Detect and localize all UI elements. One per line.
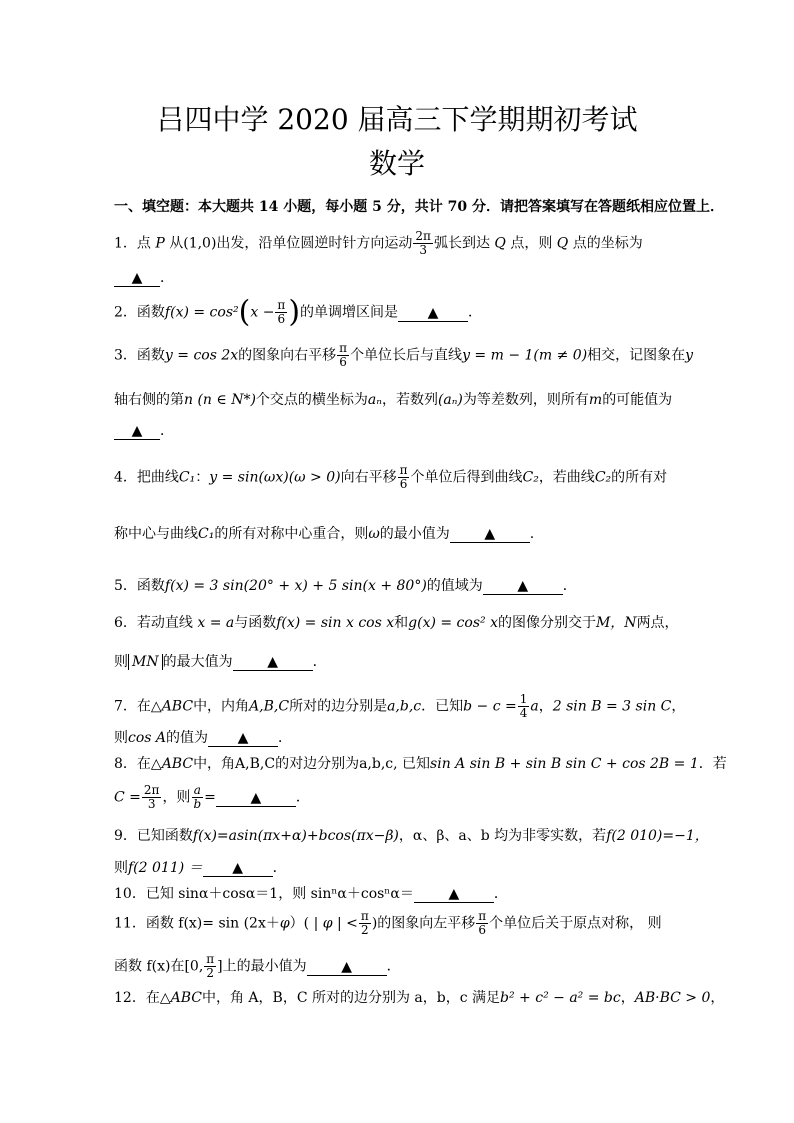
fraction: $\frac{\pi}{6}$ — [478, 909, 487, 937]
question-3-line-2: 轴右侧的第n (n ∈ N*)个交点的横坐标为aₙ，若数列(aₙ)为等差数列，则所有m的可能值为 — [114, 392, 673, 408]
question-8: 8．在△ABC中，角A,B,C的对边分别为a,b,c, 已知sin A sin B + sin B sin C + cos 2B = 1．若 — [114, 756, 727, 772]
question-1: 1．点 P 从(1,0)出发，沿单位圆逆时针方向运动 $\frac{2\pi}{3}$ 弧长到达 Q 点，则 Q 点的坐标为 — [114, 229, 643, 257]
answer-blank: ▲ — [203, 861, 273, 877]
question-6-line-2: 则 MN 的最大值为 ▲ ． — [114, 654, 327, 670]
fraction: $\frac{\pi}{2}$ — [360, 909, 369, 937]
answer-blank: ▲ — [450, 527, 530, 543]
question-9-line-2: 则f(2 011) ＝ ▲ ． — [114, 860, 287, 876]
question-12: 12．在△ABC中，角 A，B，C 所对的边分别为 a，b，c 满足b² + c² − a² = bc，AB·BC > 0， — [114, 990, 725, 1006]
answer-blank: ▲ — [216, 791, 296, 807]
fraction: $\frac{\pi}{6}$ — [339, 341, 348, 369]
answer-blank: ▲ — [114, 424, 160, 440]
question-7-line-2: 则cos A的值为 ▲ ． — [114, 730, 293, 746]
fraction: $\frac{\pi}{2}$ — [206, 952, 215, 980]
question-3: 3．函数y = cos 2x的图象向右平移 $\frac{\pi}{6}$ 个单位长后与直线y = m − 1(m ≠ 0)相交，记图象在y — [114, 341, 694, 369]
question-8-line-2: C = $\frac{2\pi}{3}$ ，则 $\frac{a}{b}$ = ▲ ． — [114, 783, 310, 811]
question-6: 6．若动直线 x = a与函数f(x) = sin x cos x和g(x) = cos² x的图像分别交于M，N两点， — [114, 615, 679, 631]
fraction: $\frac{2\pi}{3}$ — [415, 229, 431, 257]
fraction: $\frac{a}{b}$ — [193, 783, 202, 811]
section-heading: 一、填空题：本大题共 14 小题，每小题 5 分，共计 70 分．请把答案填写在答题纸相应位置上． — [114, 199, 724, 215]
question-11-line-2: 函数 f(x)在[0, $\frac{\pi}{2}$ ]上的最小值为 ▲ ． — [114, 952, 401, 980]
question-11: 11．函数 f(x)= sin (2x＋φ）( | φ | < $\frac{\pi}{2}$ )的图象向左平移 $\frac{\pi}{6}$ 个单位后关于原点对称， 则 — [114, 909, 662, 937]
question-4: 4．把曲线C₁：y = sin(ωx)(ω > 0)向右平移 $\frac{\pi}{6}$ 个单位后得到曲线C₂，若曲线C₂的所有对 — [114, 463, 668, 491]
fraction: $\frac{1}{4}$ — [519, 692, 528, 720]
answer-blank: ▲ — [233, 655, 313, 671]
question-5: 5．函数f(x) = 3 sin(20° + x) + 5 sin(x + 80°)的值域为 ▲ ． — [114, 578, 577, 594]
question-2: 2．函数f(x) = cos²(x − $\frac{\pi}{6}$ )的单调增区间是 ▲ ． — [114, 294, 483, 330]
fraction: $\frac{\pi}{6}$ — [399, 463, 408, 491]
answer-blank: ▲ — [307, 960, 387, 976]
question-10: 10．已知 sinα＋cosα＝1，则 sinⁿα＋cosⁿα＝ ▲ ． — [114, 886, 508, 902]
question-3-answer-line: ▲ ． — [114, 420, 174, 440]
question-9: 9．已知函数f(x)=asin(πx+α)+bcos(πx−β)，α、β、a、b 均为非零实数，若f(2 010)=−1， — [114, 828, 709, 844]
question-7: 7．在△ABC中，内角A,B,C所对的边分别是a,b,c．已知b − c = $\frac{1}{4}$ a，2 sin B = 3 sin C， — [114, 692, 686, 720]
question-1-answer-line: ▲ ． — [114, 267, 174, 287]
fraction: $\frac{\pi}{6}$ — [277, 298, 286, 326]
answer-blank: ▲ — [398, 306, 468, 322]
exam-title: 吕四中学 2020 届高三下学期期初考试 — [156, 103, 638, 136]
answer-blank: ▲ — [483, 579, 563, 595]
answer-blank: ▲ — [208, 731, 278, 747]
answer-blank: ▲ — [414, 887, 494, 903]
question-4-line-2: 称中心与曲线C₁的所有对称中心重合，则ω的最小值为 ▲ . — [114, 526, 535, 542]
exam-subject: 数学 — [368, 147, 425, 180]
answer-blank: ▲ — [114, 271, 160, 287]
fraction: $\frac{2\pi}{3}$ — [143, 783, 160, 811]
